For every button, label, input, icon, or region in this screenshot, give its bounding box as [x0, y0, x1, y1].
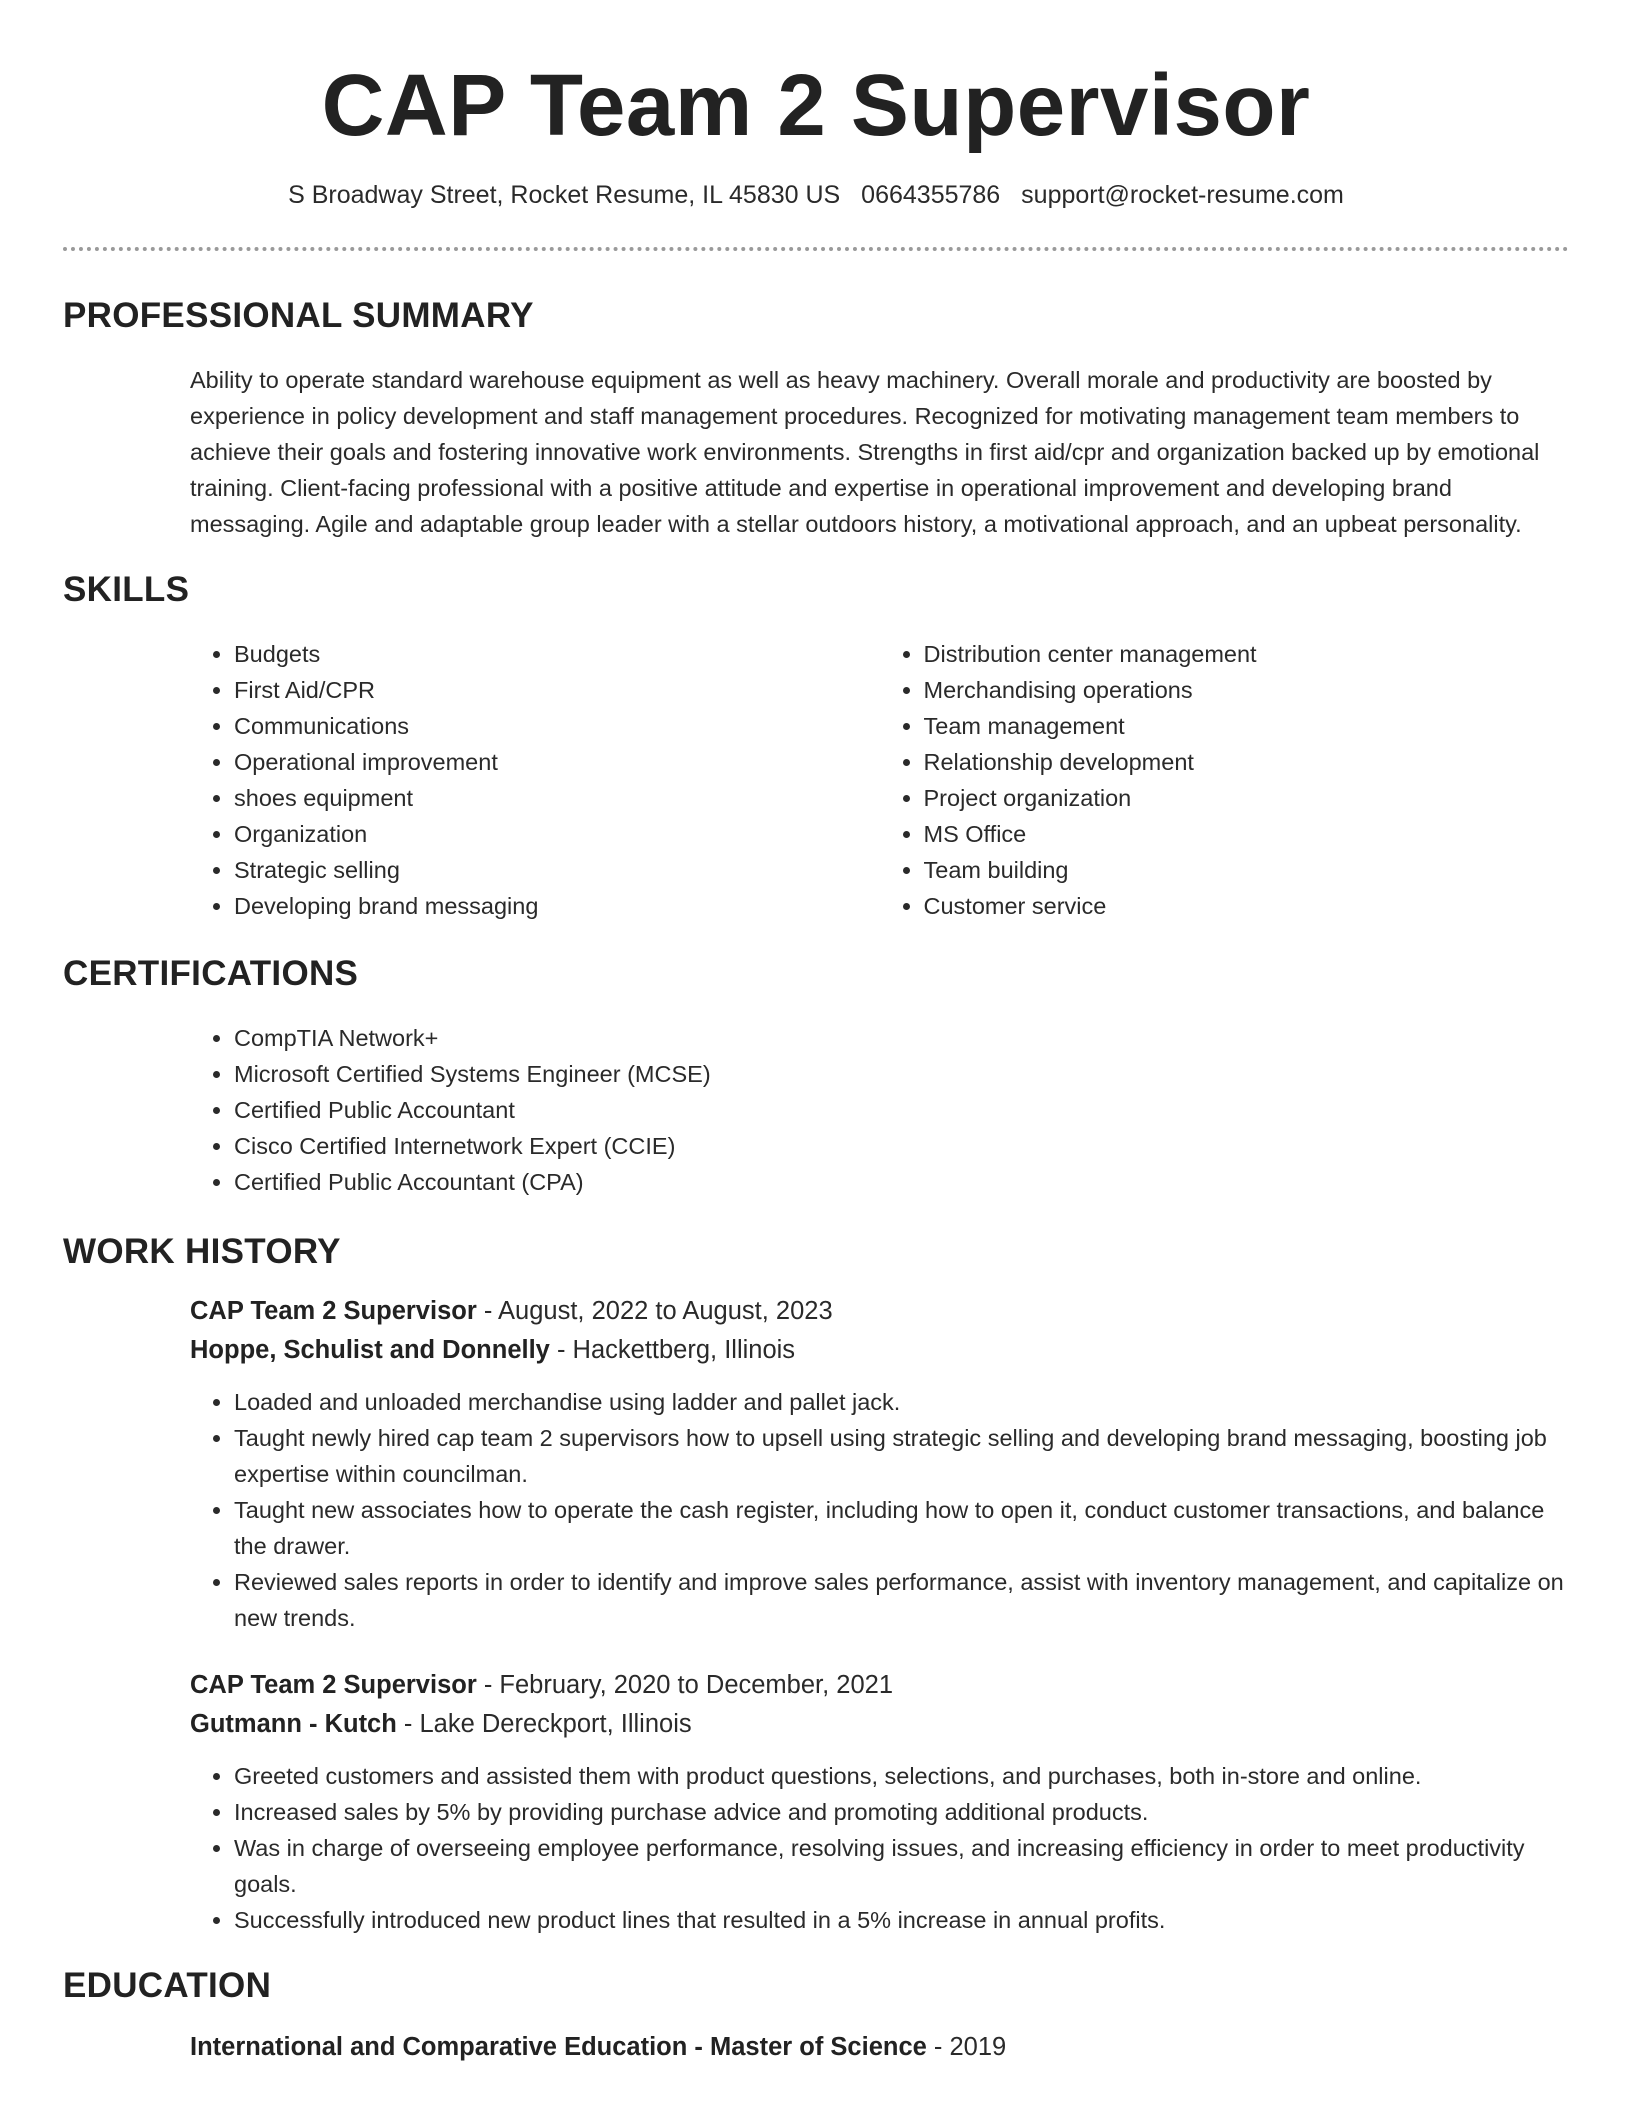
- job-role: CAP Team 2 Supervisor: [190, 1671, 477, 1699]
- skill-item: • First Aid/CPR: [234, 672, 880, 708]
- resume-header: [0, 0, 1632, 212]
- skill-item: • shoes equipment: [234, 780, 880, 816]
- skill-item: • Operational improvement: [234, 744, 880, 780]
- job-company-line: [190, 1331, 1569, 1370]
- certification-item: • Microsoft Certified Systems Engineer (MCSE): [234, 1056, 1569, 1092]
- skill-item: • Communications: [234, 708, 880, 744]
- job-company: Gutmann - Kutch: [190, 1710, 397, 1738]
- section-title-certifications: CERTIFICATIONS: [63, 954, 359, 993]
- contact-email: support@rocket-resume.com: [1021, 181, 1344, 209]
- job-dates: - February, 2020 to December, 2021: [476, 1671, 894, 1699]
- education-entry: [190, 2028, 1569, 2067]
- skill-item: • Team management: [924, 708, 1570, 744]
- job-bullet: • Successfully introduced new product lines that resulted in a 5% increase in annual profits.: [234, 1902, 1569, 1938]
- job-bullet: • Taught newly hired cap team 2 supervisors how to upsell using strategic selling and developing brand messaging, boosting job expertise within councilman.: [234, 1420, 1569, 1492]
- job-bullet: • Was in charge of overseeing employee performance, resolving issues, and increasing efficiency in order to meet productivity goals.: [234, 1830, 1569, 1902]
- candidate-name: CAP Team 2 Supervisor: [321, 57, 1311, 154]
- certification-item: • Certified Public Accountant (CPA): [234, 1164, 1569, 1200]
- skill-item: • Distribution center management: [924, 636, 1570, 672]
- certification-item: • Cisco Certified Internetwork Expert (CCIE): [234, 1128, 1569, 1164]
- work-history-section: [63, 1230, 1569, 1938]
- job-company: Hoppe, Schulist and Donnelly: [190, 1336, 550, 1364]
- skill-item: • Organization: [234, 816, 880, 852]
- education-degree: International and Comparative Education - Master of Science: [190, 2033, 927, 2061]
- education-line: [190, 2028, 1569, 2067]
- job-company-line: [190, 1705, 1569, 1744]
- education-section: [63, 1964, 1569, 2067]
- skill-item: • Developing brand messaging: [234, 888, 880, 924]
- certification-item: • Certified Public Accountant: [234, 1092, 1569, 1128]
- job-title-line: [190, 1292, 1569, 1331]
- contact-phone: 0664355786: [861, 181, 1001, 209]
- skills-column-left: [190, 636, 880, 924]
- job-bullet: • Taught new associates how to operate the cash register, including how to open it, conduct customer transactions, and balance the drawer.: [234, 1492, 1569, 1564]
- certification-item: • CompTIA Network+: [234, 1020, 1569, 1056]
- job-bullet: • Loaded and unloaded merchandise using ladder and pallet jack.: [234, 1384, 1569, 1420]
- education-year: - 2019: [926, 2033, 1007, 2061]
- section-title-work-history: WORK HISTORY: [63, 1232, 341, 1271]
- job-bullet: • Increased sales by 5% by providing purchase advice and promoting additional products.: [234, 1794, 1569, 1830]
- job-location: - Hackettberg, Illinois: [549, 1336, 796, 1364]
- section-title-education: EDUCATION: [63, 1966, 272, 2005]
- skill-item: • Relationship development: [924, 744, 1570, 780]
- skill-item: • Merchandising operations: [924, 672, 1570, 708]
- job-entry: [190, 1292, 1569, 1636]
- skill-item: • Budgets: [234, 636, 880, 672]
- skill-item: • Strategic selling: [234, 852, 880, 888]
- skills-section: [63, 568, 1569, 924]
- skill-item: • Customer service: [924, 888, 1570, 924]
- job-dates: - August, 2022 to August, 2023: [476, 1297, 833, 1325]
- summary-text: Ability to operate standard warehouse equipment as well as heavy machinery. Overall morale and productivity are boosted by experience in policy development and staff management procedures. Recognized for motivating management team members to achieve their goals and fostering innovative work environments. Strengths in first aid/cpr and organization backed up by emotional training. Client-facing professional with a positive attitude and expertise in operational improvement and developing brand messaging. Agile and adaptable group leader with a stellar outdoors history, a motivational approach, and an upbeat personality.: [190, 367, 1540, 537]
- skills-list: [190, 636, 1569, 924]
- skill-item: • MS Office: [924, 816, 1570, 852]
- section-title-skills: SKILLS: [63, 570, 190, 609]
- certifications-section: [63, 952, 1569, 1200]
- summary-section: [63, 294, 1569, 542]
- contact-info: [0, 178, 1632, 212]
- job-bullet: • Greeted customers and assisted them with product questions, selections, and purchases, both in-store and online.: [234, 1758, 1569, 1794]
- job-bullets: [190, 1384, 1569, 1636]
- section-title-summary: PROFESSIONAL SUMMARY: [63, 296, 534, 335]
- job-entry: [190, 1666, 1569, 1938]
- skills-column-right: [880, 636, 1570, 924]
- job-bullets: [190, 1758, 1569, 1938]
- job-location: - Lake Dereckport, Illinois: [396, 1710, 692, 1738]
- job-bullet: • Reviewed sales reports in order to identify and improve sales performance, assist with inventory management, and capitalize on new trends.: [234, 1564, 1569, 1636]
- skill-item: • Project organization: [924, 780, 1570, 816]
- skill-item: • Team building: [924, 852, 1570, 888]
- certifications-list: [190, 1020, 1569, 1200]
- contact-address: S Broadway Street, Rocket Resume, IL 45830 US: [288, 181, 841, 209]
- job-title-line: [190, 1666, 1569, 1705]
- job-role: CAP Team 2 Supervisor: [190, 1297, 477, 1325]
- header-divider: [63, 247, 1569, 251]
